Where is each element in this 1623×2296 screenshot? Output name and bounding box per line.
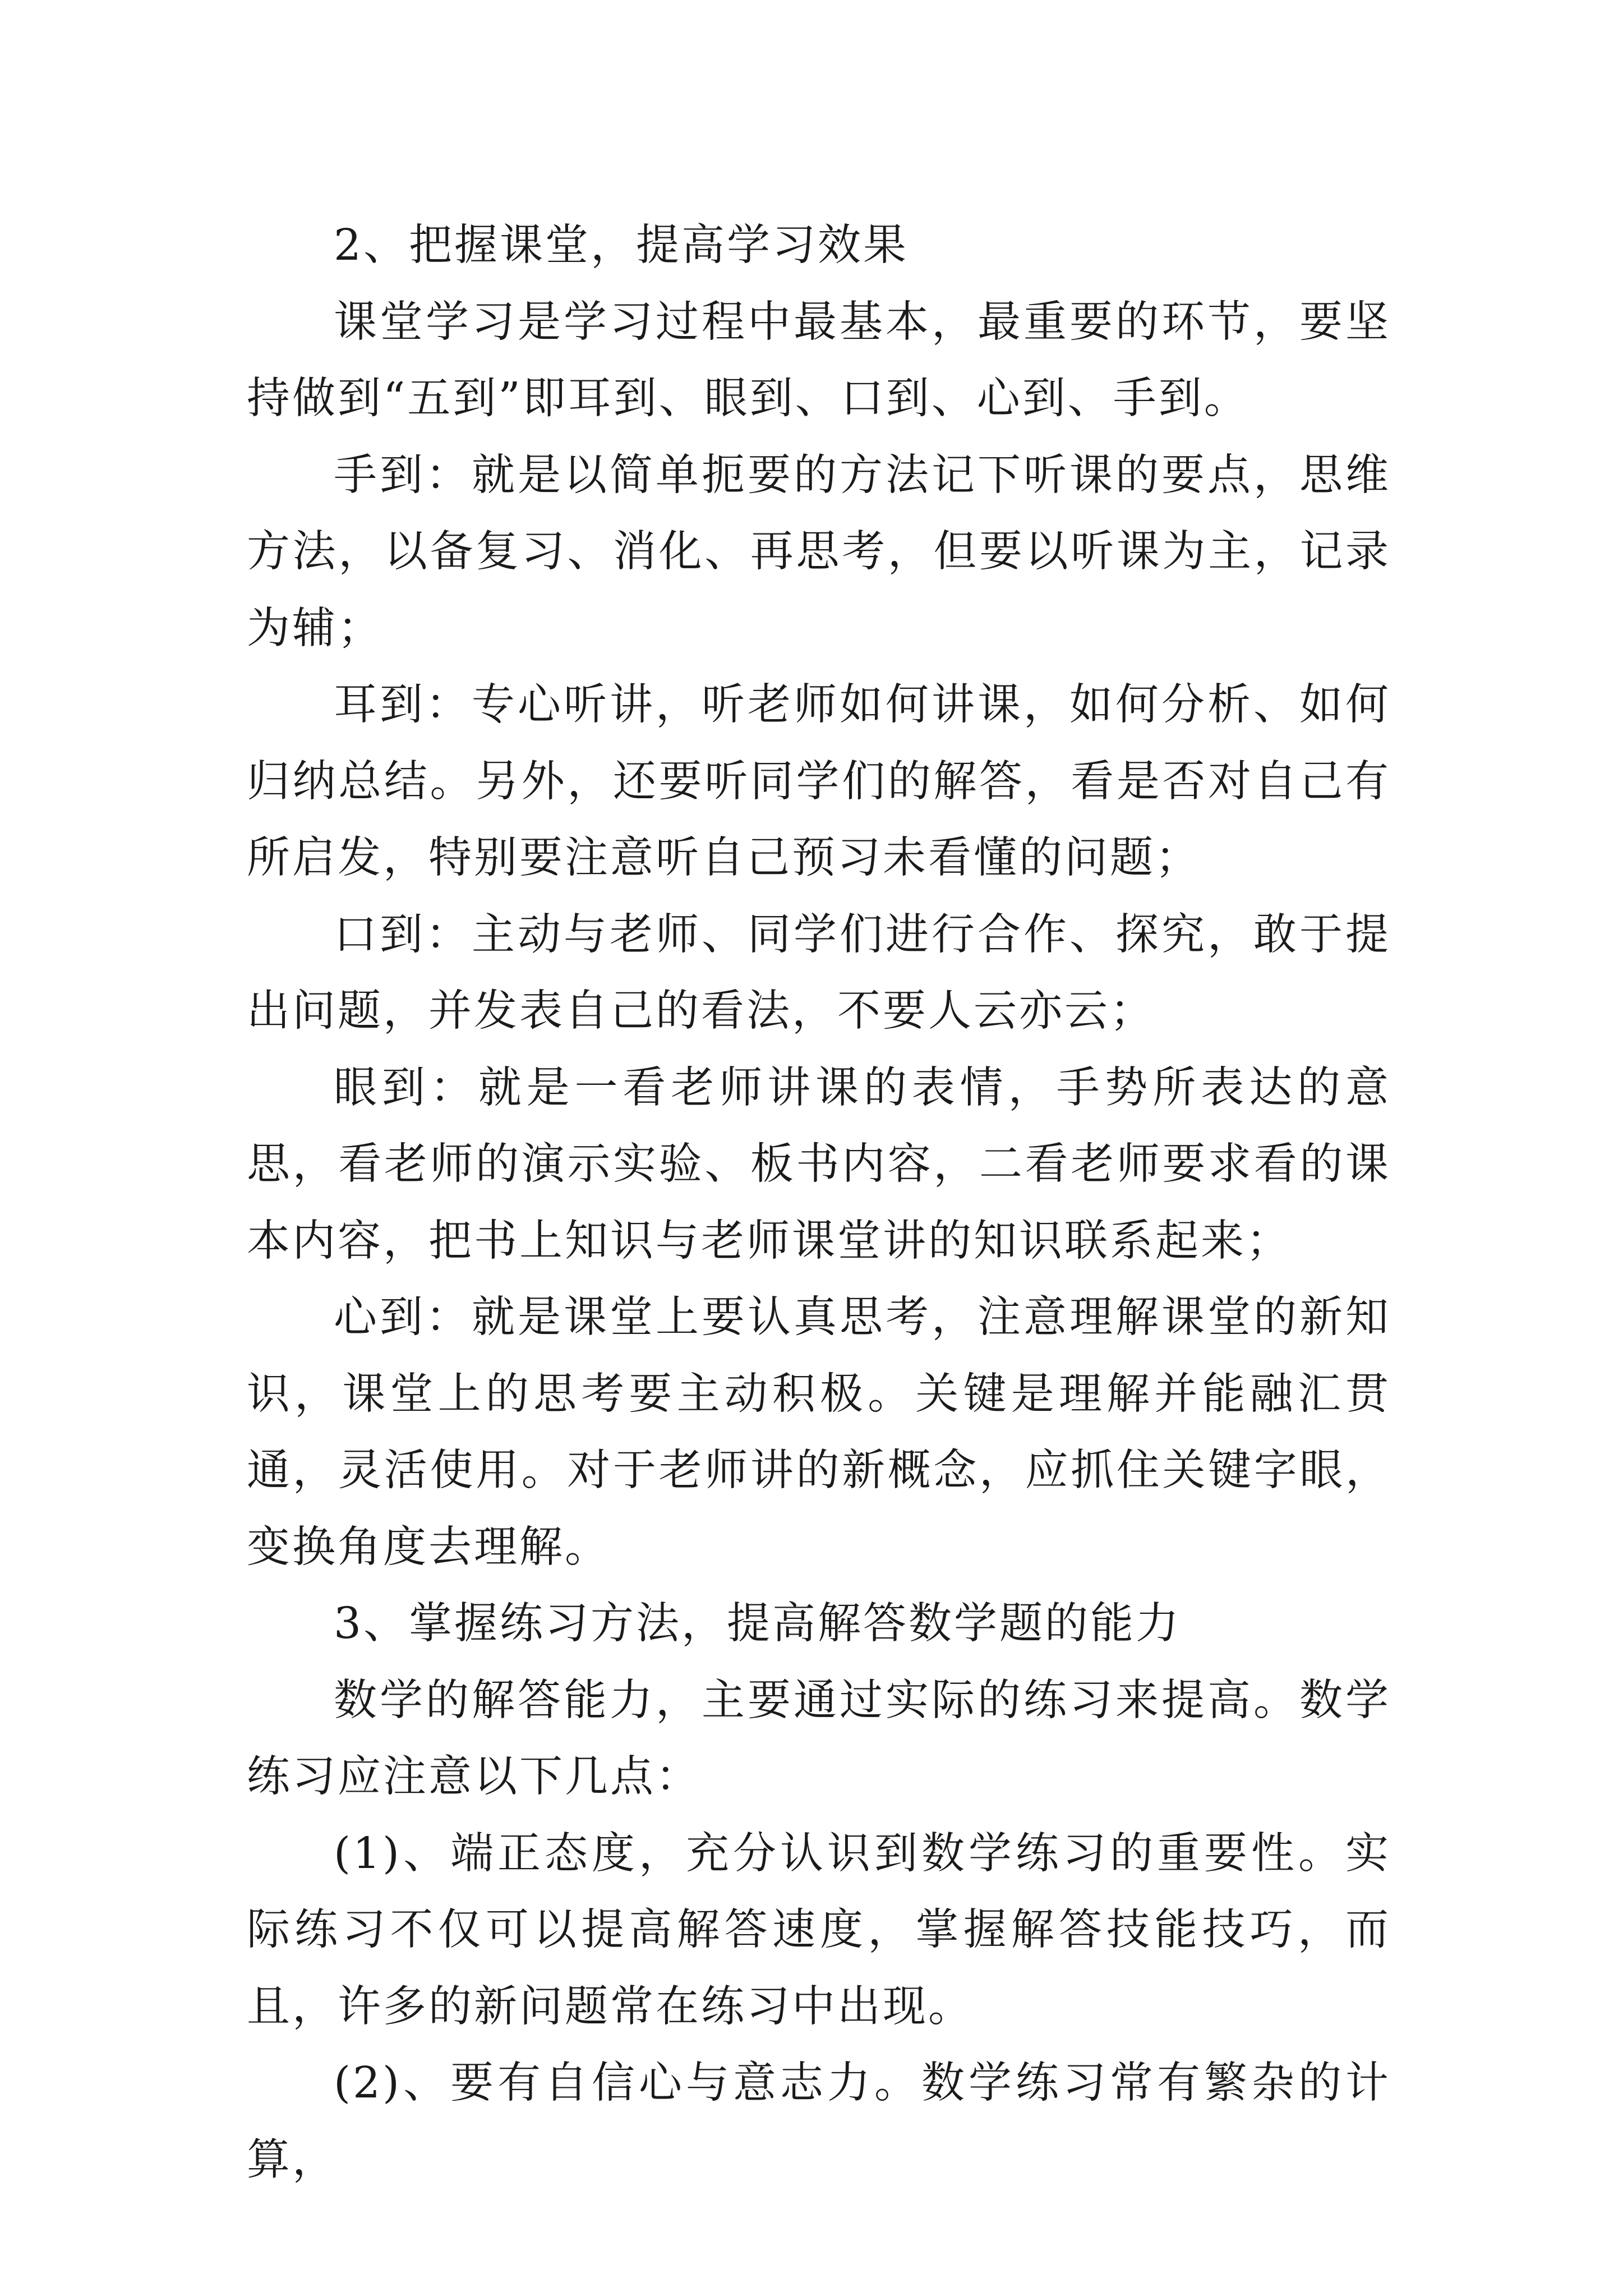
paragraph-ear: 耳到：专心听讲，听老师如何讲课，如何分析、如何归纳总结。另外，还要听同学们的解答，看是否对自己有所启发，特别要注意听自己预习未看懂的问题； <box>247 680 1391 883</box>
section-heading-3: 3、掌握练习方法，提高解答数学题的能力 <box>334 1599 1181 1649</box>
document-body <box>247 208 1391 2198</box>
paragraph-mouth: 口到：主动与老师、同学们进行合作、探究，敢于提出问题，并发表自己的看法，不要人云亦云； <box>247 909 1391 1036</box>
paragraph-hand: 手到：就是以简单扼要的方法记下听课的要点，思维方法，以备复习、消化、再思考，但要以听课为主，记录为辅； <box>247 450 1391 654</box>
paragraph-point-2: (2)、要有自信心与意志力。数学练习常有繁杂的计算， <box>247 2058 1391 2185</box>
paragraph-classroom-intro: 课堂学习是学习过程中最基本，最重要的环节，要坚持做到“五到”即耳到、眼到、口到、心到、手到。 <box>247 297 1391 424</box>
section-heading-2: 2、把握课堂，提高学习效果 <box>334 220 909 270</box>
paragraph-heart: 心到：就是课堂上要认真思考，注意理解课堂的新知识，课堂上的思考要主动积极。关键是理解并能融汇贯通，灵活使用。对于老师讲的新概念，应抓住关键字眼，变换角度去理解。 <box>247 1292 1391 1572</box>
paragraph-eye: 眼到：就是一看老师讲课的表情，手势所表达的意思，看老师的演示实验、板书内容，二看老师要求看的课本内容，把书上知识与老师课堂讲的知识联系起来； <box>247 1062 1391 1266</box>
paragraph-point-1: (1)、端正态度，充分认识到数学练习的重要性。实际练习不仅可以提高解答速度，掌握解答技能技巧，而且，许多的新问题常在练习中出现。 <box>247 1828 1391 2032</box>
paragraph-practice-intro: 数学的解答能力，主要通过实际的练习来提高。数学练习应注意以下几点： <box>247 1675 1391 1802</box>
